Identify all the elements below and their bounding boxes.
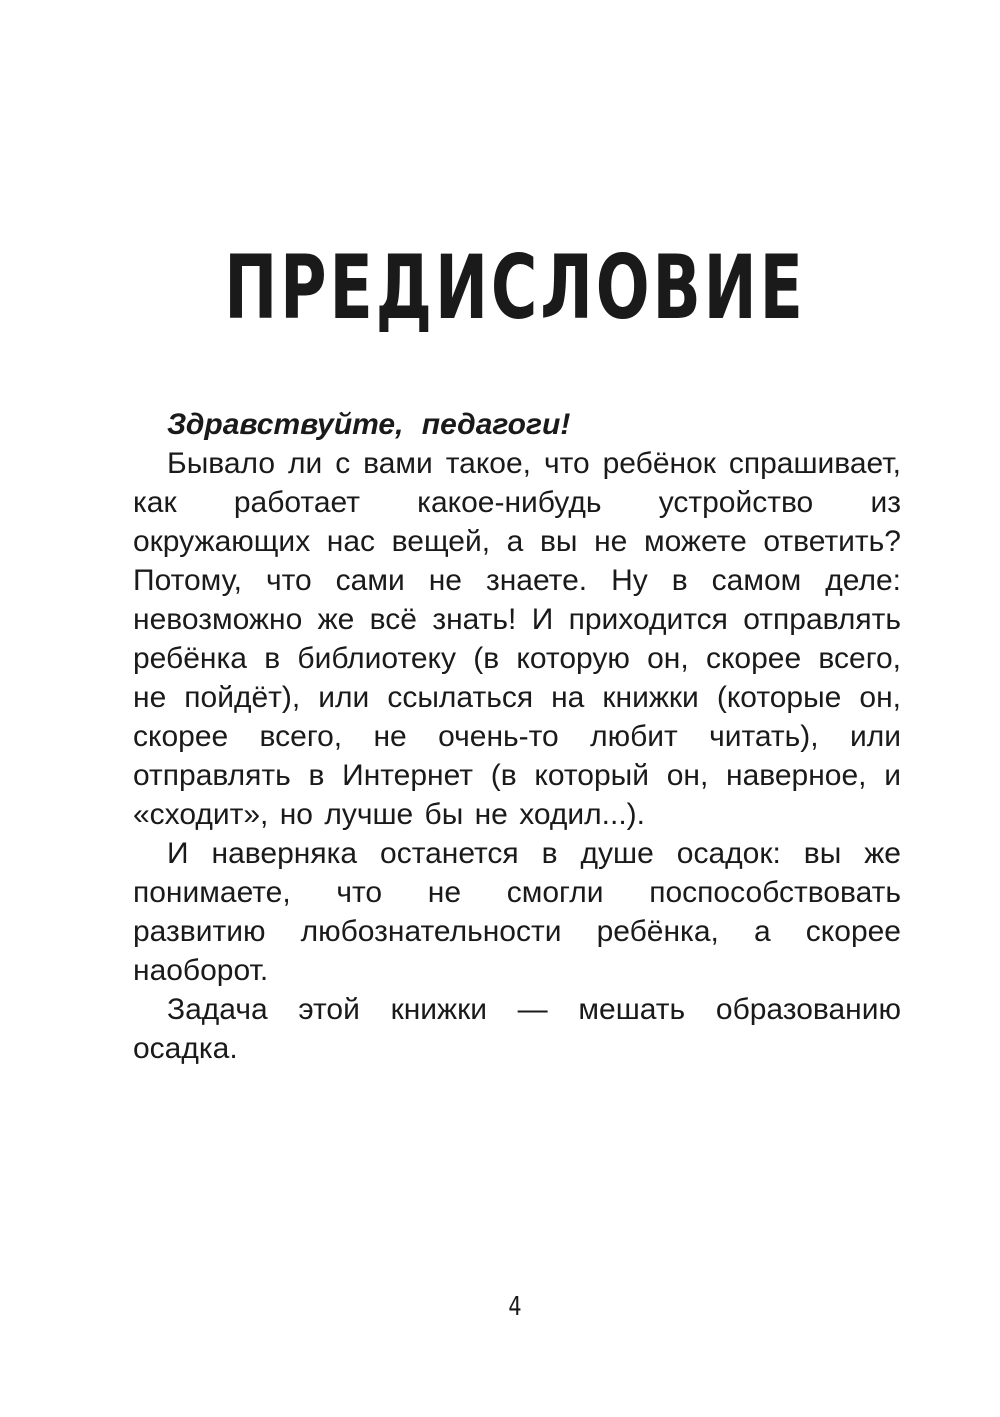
paragraph-3: Задача этой книжки — мешать образованию осадка. [133,993,901,1065]
greeting-line: Здравствуйте, педагоги! [167,408,571,441]
chapter-title: ПРЕДИСЛОВИЕ [224,236,806,339]
paragraph-2: И наверняка останется в душе осадок: вы же понимаете, что не смогли поспособствовать развитию любознательности ребёнка, а скорее наоборот. [133,837,901,987]
paragraph-1: Бывало ли с вами такое, что ребёнок спрашивает, как работает какое-нибудь устройство из окружающих нас вещей, а вы не можете ответить? Потому, что сами не знаете. Ну в самом деле: невозможно же всё знать! И приходится отправлять ребёнка в библиотеку (в которую он, скорее всего, не пойдёт), или ссылаться на книжки (которые он, скорее всего, не очень-то любит читать), или отправлять в Интернет (в который он, наверное, и «сходит», но лучше бы не ходил...). [133,447,901,831]
chapter-body [133,405,901,1068]
page-number: 4 [508,1292,522,1322]
